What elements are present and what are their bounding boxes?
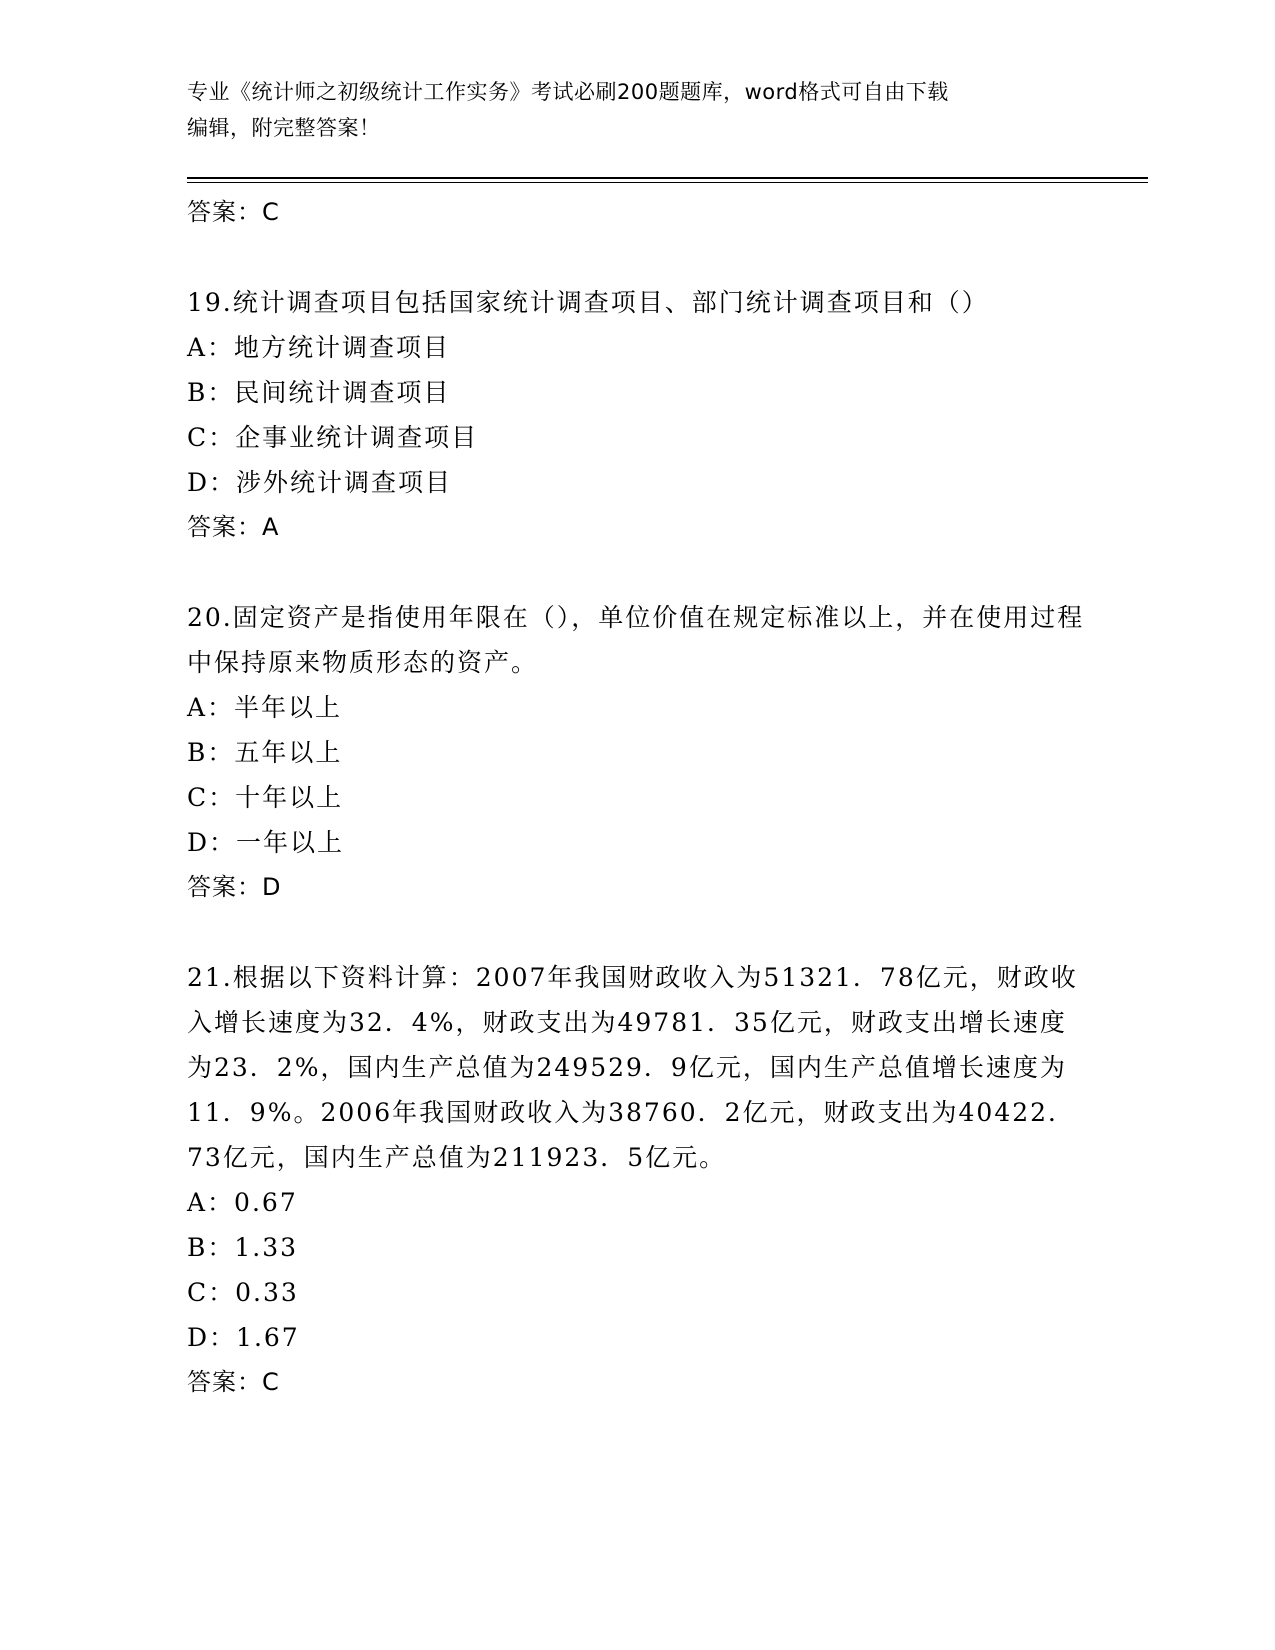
option-b: B：民间统计调查项目 bbox=[187, 378, 451, 407]
header-line-1: 专业《统计师之初级统计工作实务》考试必刷200题题库，word格式可自由下载 bbox=[187, 80, 949, 104]
answer: 答案：A bbox=[187, 513, 280, 541]
question-text: 19.统计调查项目包括国家统计调查项目、部门统计调查项目和（） bbox=[187, 288, 989, 317]
option-c: C：0.33 bbox=[187, 1278, 299, 1307]
answer-previous: 答案：C bbox=[187, 198, 280, 226]
option-a: A：半年以上 bbox=[187, 693, 343, 722]
answer: 答案：D bbox=[187, 873, 282, 901]
header-line-2: 编辑，附完整答案！ bbox=[187, 116, 381, 140]
question-text: 21.根据以下资料计算：2007年我国财政收入为51321．78亿元，财政收入增长速度为32．4%，财政支出为49781．35亿元，财政支出增长速度为23．2%，国内生产总值为249529．9亿元，国内生产总值增长速度为11．9%。2006年我国财政收入为38760．2亿元，财政支出为40422．73亿元，国内生产总值为211923．5亿元。 bbox=[187, 963, 1078, 1172]
option-d: D：1.67 bbox=[187, 1323, 300, 1352]
option-c: C：企事业统计调查项目 bbox=[187, 423, 479, 452]
header-rule-thick bbox=[187, 177, 1148, 179]
document-body bbox=[187, 190, 1087, 1405]
option-d: D：涉外统计调查项目 bbox=[187, 468, 453, 497]
option-b: B：1.33 bbox=[187, 1233, 299, 1262]
question-block-19 bbox=[187, 280, 1087, 550]
question-block-21 bbox=[187, 955, 1087, 1405]
option-d: D：一年以上 bbox=[187, 828, 345, 857]
option-b: B：五年以上 bbox=[187, 738, 343, 767]
document-header bbox=[187, 74, 1087, 146]
option-a: A：0.67 bbox=[187, 1188, 298, 1217]
option-a: A：地方统计调查项目 bbox=[187, 333, 451, 362]
option-c: C：十年以上 bbox=[187, 783, 344, 812]
answer: 答案：C bbox=[187, 1368, 280, 1396]
question-block-20 bbox=[187, 595, 1087, 910]
question-text: 20.固定资产是指使用年限在（），单位价值在规定标准以上，并在使用过程中保持原来物质形态的资产。 bbox=[187, 603, 1085, 677]
header-rule-thin bbox=[187, 182, 1148, 183]
